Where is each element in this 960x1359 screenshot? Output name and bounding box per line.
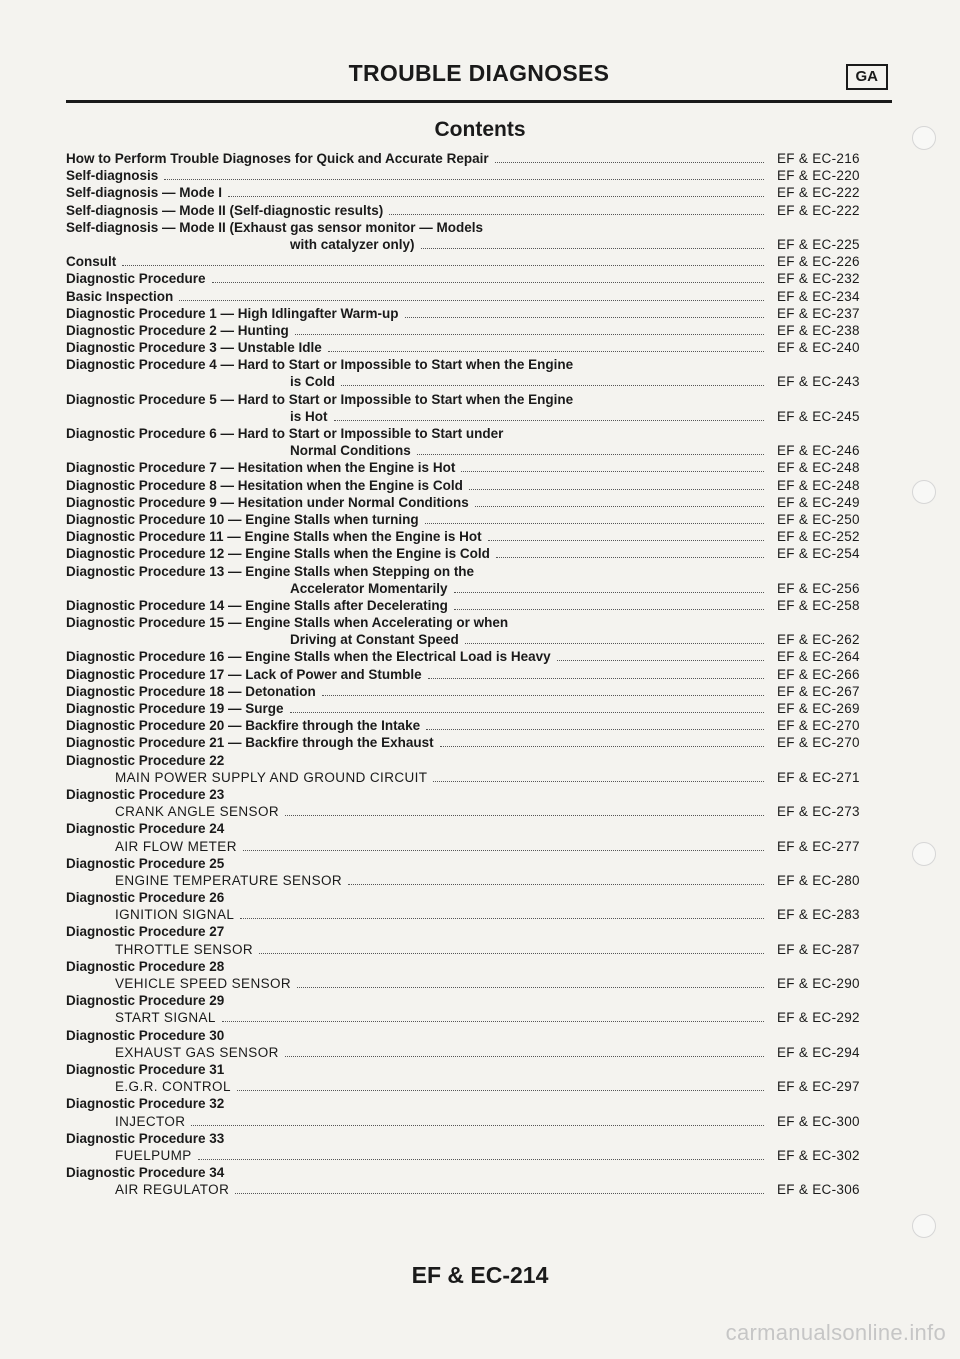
dot-leader	[243, 850, 764, 851]
binder-hole	[912, 1214, 936, 1238]
toc-entry-page: EF & EC-256	[777, 580, 860, 596]
toc-entry-page: EF & EC-292	[777, 1010, 860, 1026]
toc-entry[interactable]	[66, 270, 892, 287]
dot-leader	[285, 815, 764, 816]
dot-leader	[428, 678, 764, 679]
toc-entry[interactable]	[66, 631, 892, 648]
toc-entry-page: EF & EC-225	[777, 236, 860, 252]
dot-leader	[389, 214, 764, 215]
toc-entry-page: EF & EC-216	[777, 151, 860, 166]
toc-entry[interactable]	[66, 391, 892, 408]
toc-entry-title: Diagnostic Procedure 31	[66, 1061, 225, 1077]
dot-leader	[495, 162, 764, 163]
toc-entry-page: EF & EC-234	[777, 288, 860, 304]
toc-entry-title: Diagnostic Procedure 30	[66, 1027, 225, 1043]
toc-entry-page: EF & EC-269	[777, 701, 860, 716]
toc-entry[interactable]	[66, 648, 892, 665]
toc-entry-title: Diagnostic Procedure 15 — Engine Stalls when Accelerating or when	[66, 615, 509, 631]
toc-entry-title: Diagnostic Procedure 2 — Hunting	[66, 322, 289, 338]
toc-entry-title: Basic Inspection	[66, 288, 174, 304]
toc-entry-title: Driving at Constant Speed	[290, 632, 459, 648]
toc-entry[interactable]	[66, 253, 892, 270]
toc-entry-page: EF & EC-222	[777, 202, 860, 218]
dot-leader	[237, 1090, 764, 1091]
toc-entry-title: FUELPUMP	[115, 1147, 192, 1163]
dot-leader	[454, 592, 764, 593]
dot-leader	[440, 746, 764, 747]
toc-entry-title: Diagnostic Procedure 16 — Engine Stalls when the Electrical Load is Heavy	[66, 649, 551, 665]
toc-entry-title: Diagnostic Procedure 5 — Hard to Start or Impossible to Start when the Engine	[66, 391, 574, 407]
toc-entry-title: Diagnostic Procedure 28	[66, 958, 225, 974]
toc-entry-title: Self-diagnosis — Mode I	[66, 185, 223, 201]
toc-entry-page: EF & EC-270	[777, 735, 860, 751]
dot-leader	[433, 781, 764, 782]
toc-entry[interactable]	[66, 167, 892, 184]
toc-entry-title: Diagnostic Procedure 24	[66, 821, 225, 837]
toc-entry-title: E.G.R. CONTROL	[115, 1079, 231, 1095]
toc-entry-title: THROTTLE SENSOR	[115, 941, 254, 957]
toc-entry-title: AIR REGULATOR	[115, 1182, 230, 1198]
toc-entry-page: EF & EC-297	[777, 1079, 860, 1095]
toc-entry[interactable]	[66, 597, 892, 614]
toc-entry-title: Diagnostic Procedure 33	[66, 1130, 225, 1146]
toc-entry[interactable]	[66, 494, 892, 511]
dot-leader	[198, 1159, 764, 1160]
toc-entry-page: EF & EC-240	[777, 340, 860, 356]
toc-entry[interactable]	[66, 786, 892, 803]
toc-entry-page: EF & EC-226	[777, 254, 860, 270]
toc-entry[interactable]	[66, 184, 892, 201]
binder-hole	[912, 842, 936, 866]
table-of-contents	[66, 150, 892, 1198]
dot-leader	[212, 282, 764, 283]
toc-entry[interactable]	[66, 855, 892, 872]
toc-entry-title: ENGINE TEMPERATURE SENSOR	[115, 872, 343, 888]
dot-leader	[328, 351, 764, 352]
toc-entry-page: EF & EC-266	[777, 666, 860, 682]
dot-leader	[475, 506, 764, 507]
toc-entry[interactable]	[66, 1027, 892, 1044]
toc-entry-page: EF & EC-283	[777, 907, 860, 923]
toc-entry-page: EF & EC-246	[777, 443, 860, 459]
toc-entry[interactable]	[66, 356, 892, 373]
toc-entry[interactable]	[66, 150, 892, 167]
toc-entry-title: IGNITION SIGNAL	[115, 907, 235, 923]
toc-entry-title: Diagnostic Procedure 26	[66, 890, 225, 906]
toc-entry[interactable]	[66, 322, 892, 339]
toc-entry-title: Diagnostic Procedure 34	[66, 1165, 225, 1181]
dot-leader	[465, 643, 764, 644]
watermark: carmanualsonline.info	[725, 1320, 946, 1345]
toc-entry[interactable]	[66, 700, 892, 717]
dot-leader	[240, 918, 764, 919]
toc-entry-title: Diagnostic Procedure	[66, 271, 206, 287]
toc-entry[interactable]	[66, 202, 892, 219]
dot-leader	[322, 695, 764, 696]
toc-entry-page: EF & EC-264	[777, 649, 860, 665]
toc-entry-page: EF & EC-306	[777, 1182, 860, 1198]
toc-entry[interactable]	[66, 1147, 892, 1164]
dot-leader	[488, 540, 764, 541]
dot-leader	[297, 987, 764, 988]
toc-entry[interactable]	[66, 838, 892, 855]
toc-entry-title: Diagnostic Procedure 3 — Unstable Idle	[66, 340, 322, 356]
toc-entry-title: MAIN POWER SUPPLY AND GROUND CIRCUIT	[115, 769, 428, 785]
toc-entry[interactable]	[66, 1181, 892, 1198]
toc-entry[interactable]	[66, 752, 892, 769]
toc-entry[interactable]	[66, 563, 892, 580]
toc-entry-title: with catalyzer only)	[290, 236, 415, 252]
toc-entry-title: How to Perform Trouble Diagnoses for Quick and Accurate Repair	[66, 151, 489, 166]
toc-entry-title: is Hot	[290, 408, 328, 424]
toc-entry-title: Diagnostic Procedure 27	[66, 924, 225, 940]
toc-entry[interactable]	[66, 1044, 892, 1061]
toc-entry-title: Diagnostic Procedure 12 — Engine Stalls when the Engine is Cold	[66, 546, 490, 562]
toc-entry[interactable]	[66, 459, 892, 476]
dot-leader	[348, 884, 764, 885]
toc-entry[interactable]	[66, 683, 892, 700]
toc-entry-title: Diagnostic Procedure 19 — Surge	[66, 701, 284, 716]
toc-entry[interactable]	[66, 1113, 892, 1130]
toc-entry-title: Diagnostic Procedure 1 — High Idlingafter Warm-up	[66, 305, 399, 321]
toc-entry[interactable]	[66, 734, 892, 751]
toc-entry[interactable]	[66, 717, 892, 734]
toc-entry-page: EF & EC-237	[777, 305, 860, 321]
toc-entry-page: EF & EC-277	[777, 838, 860, 854]
toc-entry-page: EF & EC-254	[777, 546, 860, 562]
header-title: TROUBLE DIAGNOSES	[348, 60, 610, 86]
toc-entry-page: EF & EC-300	[777, 1113, 860, 1129]
dot-leader	[426, 729, 764, 730]
toc-entry-title: Diagnostic Procedure 4 — Hard to Start or Impossible to Start when the Engine	[66, 357, 574, 373]
toc-entry-title: Diagnostic Procedure 9 — Hesitation under Normal Conditions	[66, 494, 469, 510]
toc-entry[interactable]	[66, 511, 892, 528]
toc-entry[interactable]	[66, 1095, 892, 1112]
toc-entry-title: EXHAUST GAS SENSOR	[115, 1044, 279, 1060]
toc-entry-page: EF & EC-250	[777, 511, 860, 527]
toc-entry[interactable]	[66, 889, 892, 906]
dot-leader	[290, 712, 764, 713]
toc-entry[interactable]	[66, 820, 892, 837]
toc-entry-title: Diagnostic Procedure 10 — Engine Stalls when turning	[66, 511, 419, 527]
toc-entry[interactable]	[66, 1164, 892, 1181]
page-header	[66, 58, 892, 103]
dot-leader	[334, 420, 764, 421]
dot-leader	[295, 334, 764, 335]
toc-entry-page: EF & EC-222	[777, 185, 860, 201]
toc-entry[interactable]	[66, 1078, 892, 1095]
toc-entry[interactable]	[66, 545, 892, 562]
toc-entry-title: Diagnostic Procedure 17 — Lack of Power and Stumble	[66, 666, 422, 682]
dot-leader	[164, 179, 764, 180]
dot-leader	[454, 609, 764, 610]
dot-leader	[235, 1193, 764, 1194]
toc-entry[interactable]	[66, 425, 892, 442]
toc-entry[interactable]	[66, 408, 892, 425]
toc-entry-title: Diagnostic Procedure 32	[66, 1096, 225, 1112]
toc-entry[interactable]	[66, 992, 892, 1009]
toc-entry[interactable]	[66, 373, 892, 390]
dot-leader	[191, 1125, 764, 1126]
toc-entry-page: EF & EC-270	[777, 718, 860, 734]
toc-entry[interactable]	[66, 236, 892, 253]
toc-entry-title: START SIGNAL	[115, 1010, 216, 1026]
toc-entry-title: Diagnostic Procedure 22	[66, 752, 225, 768]
toc-entry[interactable]	[66, 769, 892, 786]
toc-entry-title: Diagnostic Procedure 8 — Hesitation when the Engine is Cold	[66, 477, 463, 493]
toc-entry-page: EF & EC-220	[777, 168, 860, 184]
toc-entry-title: is Cold	[290, 374, 336, 390]
toc-entry-page: EF & EC-232	[777, 271, 860, 287]
toc-entry[interactable]	[66, 872, 892, 889]
toc-entry-title: INJECTOR	[115, 1113, 186, 1129]
toc-entry-page: EF & EC-294	[777, 1044, 860, 1060]
toc-entry-title: Diagnostic Procedure 13 — Engine Stalls when Stepping on the	[66, 563, 475, 579]
toc-entry[interactable]	[66, 528, 892, 545]
dot-leader	[421, 248, 764, 249]
toc-entry[interactable]	[66, 339, 892, 356]
toc-entry[interactable]	[66, 477, 892, 494]
dot-leader	[496, 557, 764, 558]
toc-entry-title: Diagnostic Procedure 21 — Backfire through the Exhaust	[66, 735, 434, 751]
toc-entry-page: EF & EC-280	[777, 872, 860, 888]
toc-entry-page: EF & EC-287	[777, 941, 860, 957]
toc-entry[interactable]	[66, 975, 892, 992]
toc-entry-page: EF & EC-248	[777, 477, 860, 493]
dot-leader	[417, 454, 764, 455]
toc-entry-title: Diagnostic Procedure 11 — Engine Stalls when the Engine is Hot	[66, 529, 482, 545]
toc-entry-page: EF & EC-262	[777, 632, 860, 648]
dot-leader	[179, 300, 764, 301]
page-number: EF & EC-214	[411, 1262, 549, 1288]
toc-entry-title: AIR FLOW METER	[115, 838, 237, 854]
toc-entry-title: Self-diagnosis	[66, 168, 159, 184]
toc-entry[interactable]	[66, 1130, 892, 1147]
dot-leader	[425, 523, 764, 524]
toc-entry[interactable]	[66, 923, 892, 940]
toc-entry-page: EF & EC-249	[777, 494, 860, 510]
toc-entry-title: Diagnostic Procedure 29	[66, 993, 225, 1009]
toc-entry[interactable]	[66, 666, 892, 683]
dot-leader	[285, 1056, 764, 1057]
toc-entry-page: EF & EC-243	[777, 374, 860, 390]
toc-entry[interactable]	[66, 442, 892, 459]
dot-leader	[259, 953, 764, 954]
toc-entry-title: Normal Conditions	[290, 443, 411, 459]
contents-heading: Contents	[434, 118, 526, 141]
toc-entry-title: Diagnostic Procedure 20 — Backfire through the Intake	[66, 718, 421, 734]
toc-entry-title: CRANK ANGLE SENSOR	[115, 804, 279, 820]
dot-leader	[405, 317, 764, 318]
dot-leader	[228, 196, 764, 197]
toc-entry-page: EF & EC-302	[777, 1147, 860, 1163]
toc-entry[interactable]	[66, 958, 892, 975]
toc-entry-title: Accelerator Momentarily	[290, 580, 448, 596]
toc-entry-title: Diagnostic Procedure 14 — Engine Stalls after Decelerating	[66, 597, 448, 613]
dot-leader	[469, 489, 764, 490]
toc-entry-page: EF & EC-245	[777, 408, 860, 424]
toc-entry-title: Diagnostic Procedure 18 — Detonation	[66, 683, 316, 699]
toc-entry[interactable]	[66, 1009, 892, 1026]
dot-leader	[461, 471, 764, 472]
dot-leader	[557, 660, 764, 661]
toc-entry[interactable]	[66, 906, 892, 923]
toc-entry-title: VEHICLE SPEED SENSOR	[115, 976, 292, 991]
toc-entry-title: Diagnostic Procedure 25	[66, 855, 225, 871]
toc-entry[interactable]	[66, 1061, 892, 1078]
dot-leader	[222, 1021, 764, 1022]
toc-entry-title: Diagnostic Procedure 23	[66, 786, 225, 802]
toc-entry-page: EF & EC-267	[777, 683, 860, 699]
toc-entry[interactable]	[66, 288, 892, 305]
dot-leader	[341, 385, 764, 386]
toc-entry[interactable]	[66, 219, 892, 236]
toc-entry-page: EF & EC-271	[777, 769, 860, 785]
toc-entry-page: EF & EC-238	[777, 322, 860, 338]
binder-hole	[912, 480, 936, 504]
dot-leader	[122, 265, 764, 266]
toc-entry-title: Diagnostic Procedure 7 — Hesitation when the Engine is Hot	[66, 460, 456, 476]
toc-entry-title: Diagnostic Procedure 6 — Hard to Start or Impossible to Start under	[66, 426, 504, 441]
section-badge: GA	[846, 64, 889, 90]
toc-entry[interactable]	[66, 941, 892, 958]
toc-entry-page: EF & EC-252	[777, 529, 860, 545]
toc-entry-page: EF & EC-290	[777, 976, 860, 991]
toc-entry[interactable]	[66, 580, 892, 597]
toc-entry-title: Self-diagnosis — Mode II (Self-diagnostic results)	[66, 202, 384, 218]
toc-entry[interactable]	[66, 305, 892, 322]
toc-entry-title: Self-diagnosis — Mode II (Exhaust gas sensor monitor — Models	[66, 219, 484, 235]
toc-entry-page: EF & EC-273	[777, 804, 860, 820]
toc-entry-page: EF & EC-258	[777, 597, 860, 613]
toc-entry-title: Consult	[66, 254, 117, 270]
toc-entry-page: EF & EC-248	[777, 460, 860, 476]
toc-entry[interactable]	[66, 614, 892, 631]
toc-entry[interactable]	[66, 803, 892, 820]
